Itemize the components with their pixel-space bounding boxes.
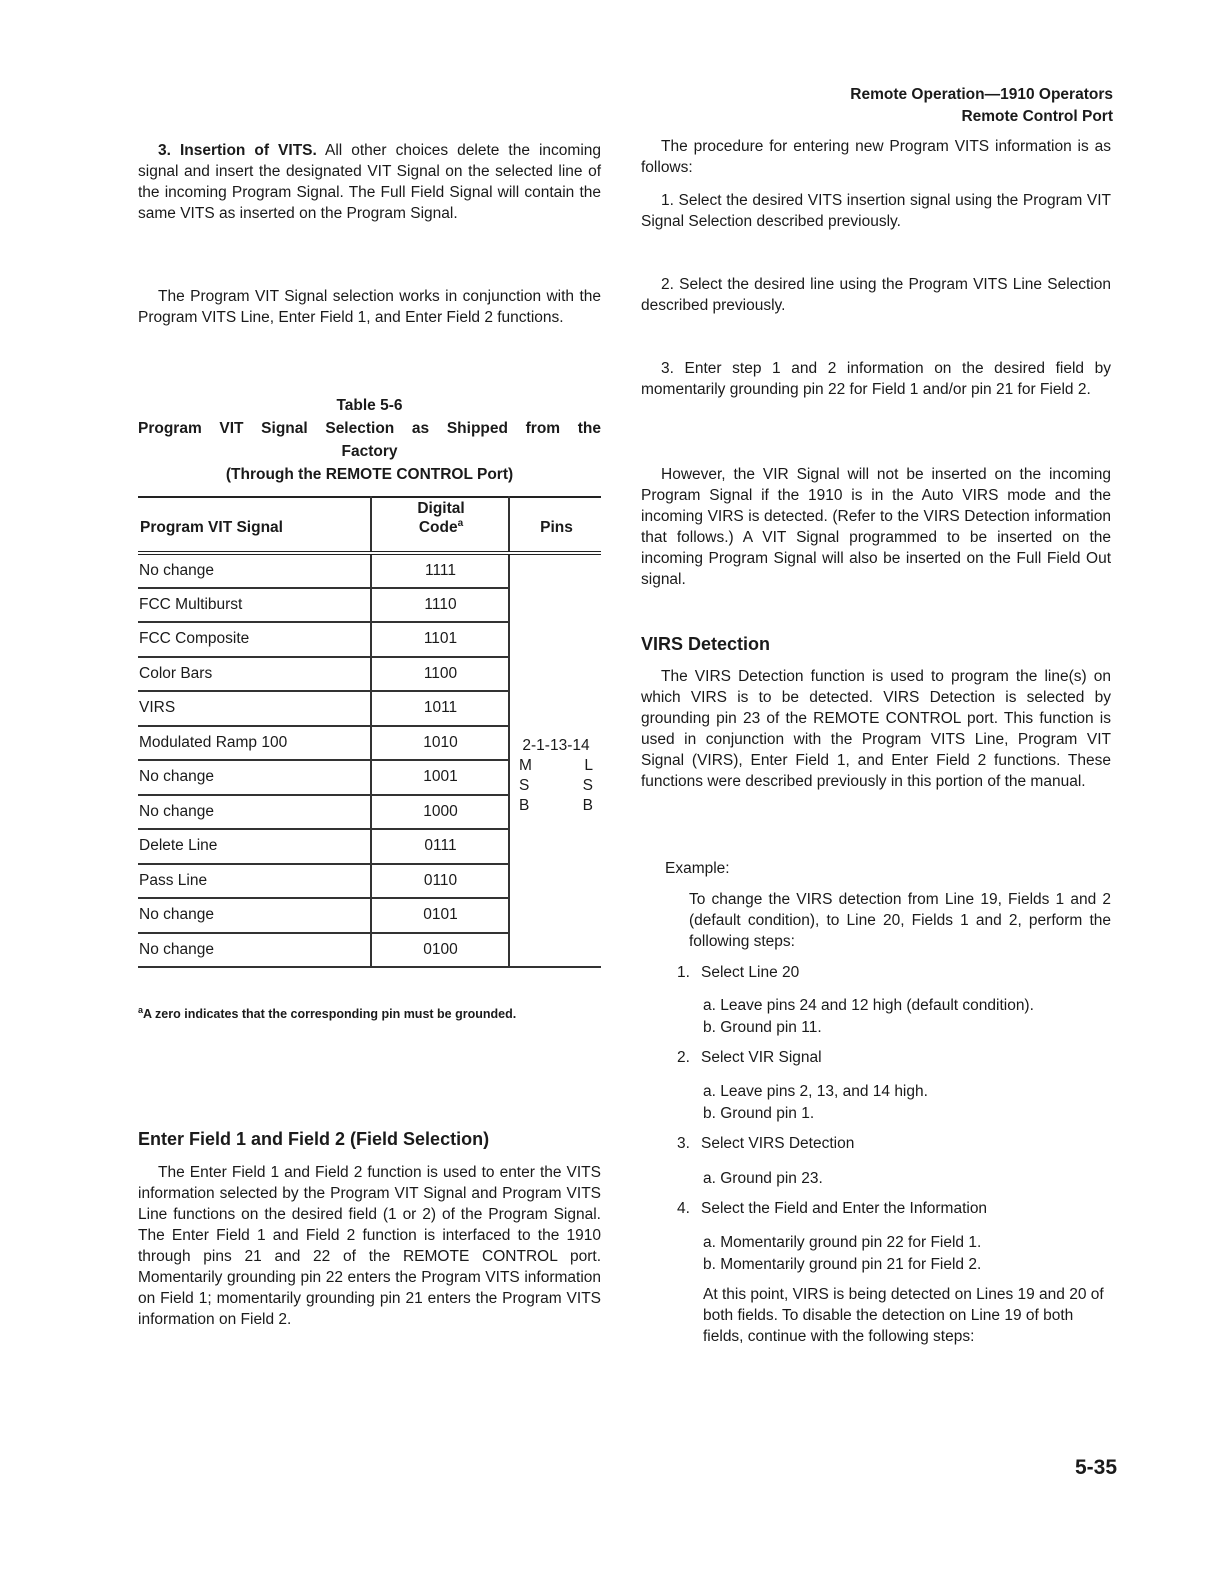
footnote-mark: a xyxy=(138,1005,144,1015)
row-code: 1100 xyxy=(371,657,509,692)
procedure-step-2: 2. Select the desired line using the Program VITS Line Selection described previously. xyxy=(641,276,1111,314)
procedure-step-1: 1. Select the desired VITS insertion signal using the Program VIT Signal Selection described previously. xyxy=(641,192,1111,230)
pin-label-m: M xyxy=(519,756,532,774)
step-title: Select Line 20 xyxy=(701,964,800,981)
row-code: 1111 xyxy=(371,553,509,588)
pin-label-b1: B xyxy=(519,796,530,814)
insertion-of-vits-text: All other choices delete the incoming signal and insert the designated VIT Signal on the selected line of the incoming Program Signal. The Full Field Signal will contain the same VITS as inserted on the Program Signal. xyxy=(138,142,602,222)
row-code: 0110 xyxy=(371,864,509,899)
header-line-1: Remote Operation—1910 Operators xyxy=(850,86,1113,103)
row-signal: Color Bars xyxy=(138,657,371,692)
table-footnote xyxy=(138,1005,516,1021)
row-signal: No change xyxy=(138,553,371,588)
virs-detection-paragraph: The VIRS Detection function is used to program the line(s) on which VIRS is to be detected. VIRS Detection is selected by grounding pin 23 of the REMOTE CONTROL port. This function is used in conjunction with the Program VITS Line, Program VIT Signal (VIRS), Enter Field 1, and Enter Field 2 functions. These functions were described previously in this portion of the manual. xyxy=(641,668,1111,790)
example-text: To change the VIRS detection from Line 19, Fields 1 and 2 (default condition), to Line 20, Fields 1 and 2, perform the following steps: xyxy=(689,891,1111,950)
table-subtitle: (Through the REMOTE CONTROL Port) xyxy=(225,466,514,483)
table-row xyxy=(138,553,601,588)
column-header-pins: Pins xyxy=(540,519,573,536)
insertion-of-vits-paragraph xyxy=(138,140,601,224)
closing-paragraph: At this point, VIRS is being detected on Lines 19 and 20 of both fields. To disable the detection on Line 19 of both fields, continue with the following steps: xyxy=(703,1286,1104,1345)
enter-field-paragraph: The Enter Field 1 and Field 2 function is used to enter the VITS information selected by the Program VIT Signal and Program VITS Line functions on the desired field (1 or 2) of the Program Signal. The Enter Field 1 and Field 2 function is interfaced to the 1910 through pins 21 and 22 of the REMOTE CONTROL port. Momentarily grounding pin 22 enters the Program VITS information on Field 1; momentarily grounding pin 21 enters the Program VITS information on Field 2. xyxy=(138,1164,601,1328)
row-signal: No change xyxy=(138,760,371,795)
step-substep: b. Momentarily ground pin 21 for Field 2. xyxy=(703,1256,982,1273)
virs-detection-heading: VIRS Detection xyxy=(641,634,771,654)
step-number: 1. xyxy=(677,964,690,981)
procedure-step-3: 3. Enter step 1 and 2 information on the desired field by momentarily grounding pin 22 for Field 1 and/or pin 21 for Field 2. xyxy=(641,360,1111,398)
table-body xyxy=(138,553,601,967)
vit-signal-table xyxy=(138,496,601,968)
row-code: 0111 xyxy=(371,829,509,864)
pin-label-s2: S xyxy=(582,776,593,794)
example-label: Example: xyxy=(665,860,730,877)
footnote-text: A zero indicates that the corresponding pin must be grounded. xyxy=(143,1007,517,1022)
step-substep: a. Leave pins 24 and 12 high (default condition). xyxy=(703,997,1034,1014)
table-number: Table 5-6 xyxy=(336,397,403,414)
row-signal: No change xyxy=(138,933,371,968)
step-title: Select VIR Signal xyxy=(701,1049,822,1066)
column-header-code xyxy=(371,497,509,553)
column-header-code-line1: Digital xyxy=(417,499,465,517)
running-header xyxy=(850,84,1113,128)
row-signal: VIRS xyxy=(138,691,371,726)
pin-label-b2: B xyxy=(582,796,593,814)
step-substep: a. Momentarily ground pin 22 for Field 1. xyxy=(703,1234,982,1251)
pins-row-2 xyxy=(511,776,601,796)
row-code: 0100 xyxy=(371,933,509,968)
enter-field-heading: Enter Field 1 and Field 2 (Field Selection) xyxy=(138,1129,490,1149)
table-title-line-1: Program VIT Signal Selection as Shipped from the xyxy=(138,420,601,437)
step-substep: a. Ground pin 23. xyxy=(703,1170,823,1187)
pins-cell xyxy=(509,553,601,967)
table-title-line-2: Factory xyxy=(341,443,398,460)
row-code: 1110 xyxy=(371,588,509,623)
step-substep: b. Ground pin 1. xyxy=(703,1105,815,1122)
row-code: 1101 xyxy=(371,622,509,657)
step-substep: b. Ground pin 11. xyxy=(703,1019,822,1036)
row-signal: Delete Line xyxy=(138,829,371,864)
step-number: 4. xyxy=(677,1200,690,1217)
row-signal: Modulated Ramp 100 xyxy=(138,726,371,761)
procedure-intro: The procedure for entering new Program VITS information is as follows: xyxy=(641,138,1111,176)
step-number: 3. xyxy=(677,1135,690,1152)
step-substep: a. Leave pins 2, 13, and 14 high. xyxy=(703,1083,928,1100)
row-code: 1001 xyxy=(371,760,509,795)
insertion-of-vits-heading: 3. Insertion of VITS. xyxy=(158,142,317,159)
row-code: 1011 xyxy=(371,691,509,726)
row-signal: No change xyxy=(138,795,371,830)
column-header-signal: Program VIT Signal xyxy=(140,519,283,536)
row-signal: No change xyxy=(138,898,371,933)
row-signal: FCC Composite xyxy=(138,622,371,657)
table-caption xyxy=(138,394,601,486)
column-header-code-footnote-mark: a xyxy=(457,517,464,529)
column-header-code-line2: Code xyxy=(418,519,458,536)
however-paragraph: However, the VIR Signal will not be inserted on the incoming Program Signal if the 1910 is in the Auto VIRS mode and the incoming VIRS is detected. (Refer to the VIRS Detection information that follows.) A VIT Signal programmed to be inserted on the incoming Program Signal will also be inserted on the Full Field Out signal. xyxy=(641,466,1111,588)
row-code: 1000 xyxy=(371,795,509,830)
table-header-row xyxy=(138,497,601,553)
header-line-2: Remote Control Port xyxy=(961,108,1113,125)
pins-row-3 xyxy=(511,796,601,816)
conjunction-paragraph: The Program VIT Signal selection works in conjunction with the Program VITS Line, Enter Field 1, and Enter Field 2 functions. xyxy=(138,288,601,326)
row-signal: FCC Multiburst xyxy=(138,588,371,623)
pins-value: 2-1-13-14 xyxy=(522,736,590,754)
step-title: Select the Field and Enter the Information xyxy=(701,1200,988,1217)
step-title: Select VIRS Detection xyxy=(701,1135,855,1152)
pin-label-s1: S xyxy=(519,776,530,794)
row-signal: Pass Line xyxy=(138,864,371,899)
page-number: 5-35 xyxy=(1074,1456,1117,1479)
pin-label-l: L xyxy=(584,756,593,774)
row-code: 1010 xyxy=(371,726,509,761)
pins-row-1 xyxy=(511,756,601,776)
step-number: 2. xyxy=(677,1049,690,1066)
row-code: 0101 xyxy=(371,898,509,933)
